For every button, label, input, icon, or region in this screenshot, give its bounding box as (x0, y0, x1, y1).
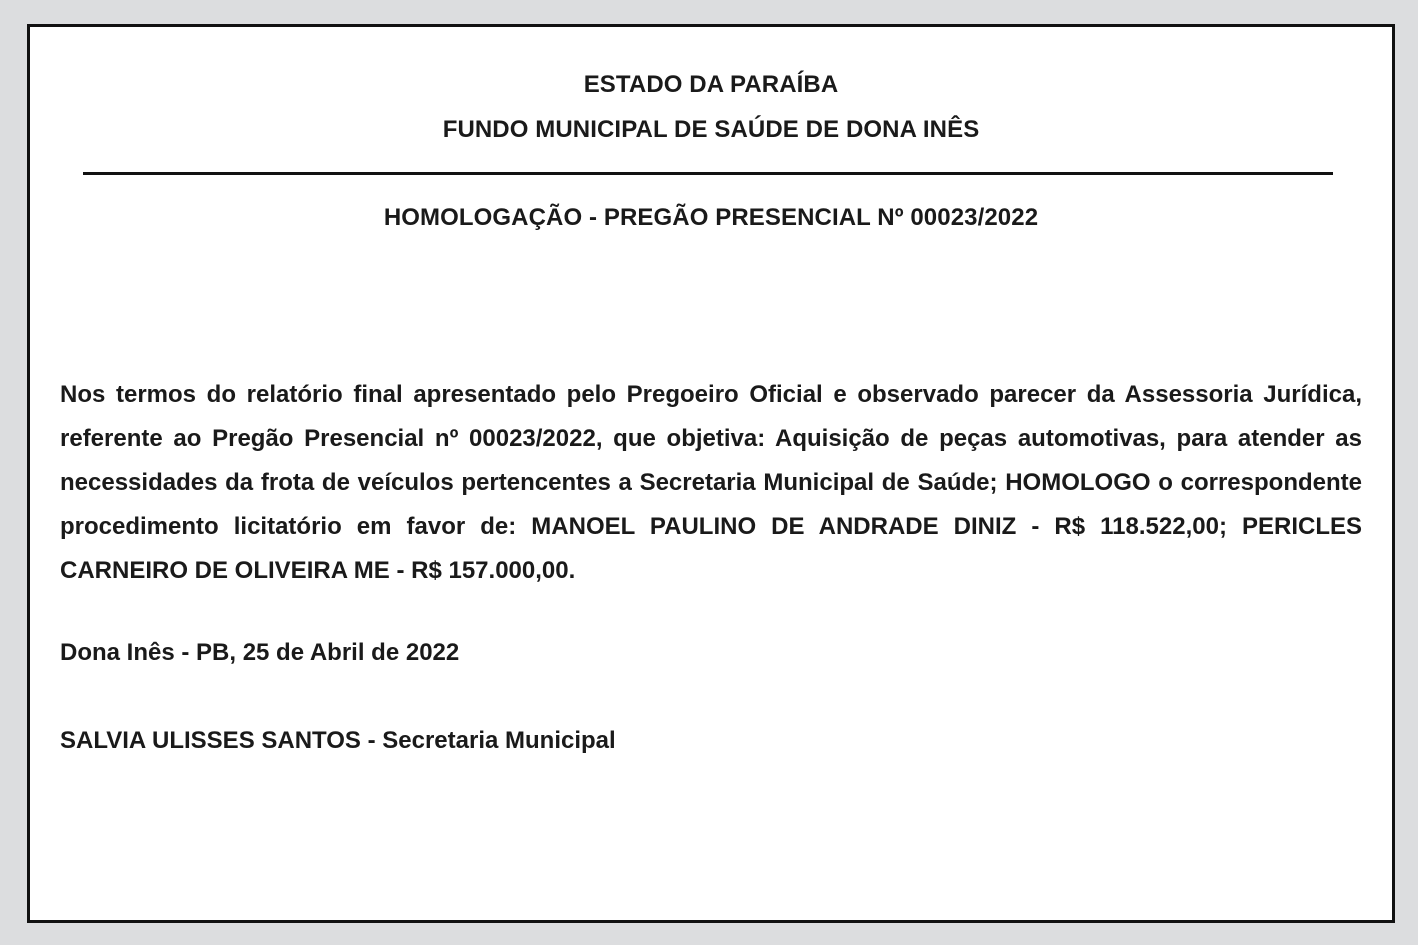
date-place: Dona Inês - PB, 25 de Abril de 2022 (60, 639, 460, 666)
header-state: ESTADO DA PARAÍBA (583, 71, 839, 98)
notice-subject: HOMOLOGAÇÃO - PREGÃO PRESENCIAL Nº 00023/2022 (383, 204, 1039, 231)
notice-document (27, 24, 1395, 923)
header-fund: FUNDO MUNICIPAL DE SAÚDE DE DONA INÊS (442, 116, 980, 143)
notice-body: Nos termos do relatório final apresentado pelo Pregoeiro Oficial e observado parecer da Assessoria Jurídica, referente ao Pregão Presencial nº 00023/2022, que objetiva: Aquisição de peças automotivas, para atender as necessidades da frota de veículos pertencentes a Secretaria Municipal de Saúde; HOMOLOGO o correspondente procedimento licitatório em favor de: MANOEL PAULINO DE ANDRADE DINIZ - R$ 118.522,00; PERICLES CARNEIRO DE OLIVEIRA ME - R$ 157.000,00. (60, 381, 1362, 584)
header-divider (83, 172, 1333, 175)
signature: SALVIA ULISSES SANTOS - Secretaria Municipal (60, 727, 616, 754)
